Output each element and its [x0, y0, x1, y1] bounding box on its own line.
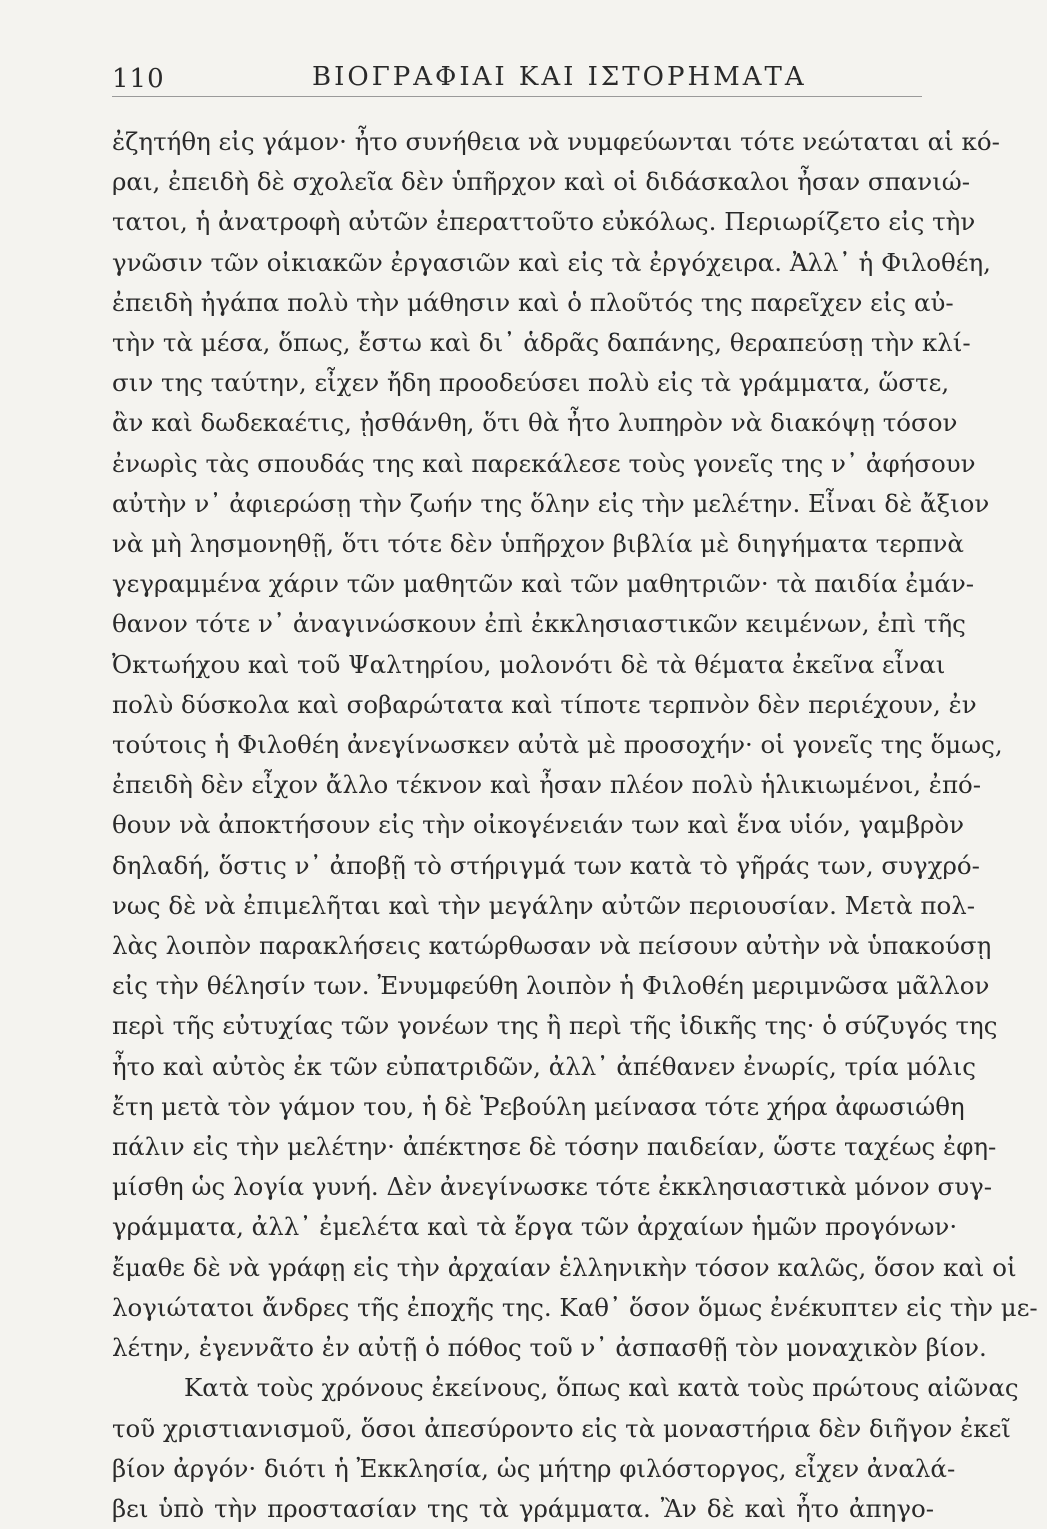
text-line: ἔτη μετὰ τὸν γάμον του, ἡ δὲ Ῥεβούλη μείνασα τότε χήρα ἀφωσιώθη — [112, 1091, 965, 1121]
text-line: περὶ τῆς εὐτυχίας τῶν γονέων της ἢ περὶ τῆς ἰδικῆς της· ὁ σύζυγός της — [112, 1011, 998, 1041]
text-line: ἐνωρὶς τὰς σπουδάς της καὶ παρεκάλεσε τοὺς γονεῖς της ν᾽ ἀφήσουν — [112, 448, 976, 478]
text-line: πολὺ δύσκολα καὶ σοβαρώτατα καὶ τίποτε τερπνὸν δὲν περιέχουν, ἐν — [112, 689, 977, 719]
text-line: νως δὲ νὰ ἐπιμελῆται καὶ τὴν μεγάλην αὐτῶν περιουσίαν. Μετὰ πολ- — [112, 890, 976, 920]
text-line: αὐτὴν ν᾽ ἀφιερώσῃ τὴν ζωήν της ὅλην εἰς τὴν μελέτην. Εἶναι δὲ ἄξιον — [112, 488, 990, 518]
header-rule — [112, 96, 922, 97]
text-line: ἐζητήθη εἰς γάμον· ἦτο συνήθεια νὰ νυμφεύωνται τότε νεώταται αἱ κό- — [112, 127, 1000, 156]
text-line: γεγραμμένα χάριν τῶν μαθητῶν καὶ τῶν μαθητριῶν· τὰ παιδία ἐμάν- — [112, 569, 975, 599]
text-line: Κατὰ τοὺς χρόνους ἐκείνους, ὅπως καὶ κατὰ τοὺς πρώτους αἰῶνας — [184, 1373, 1019, 1403]
text-line: βει ὑπὸ τὴν προστασίαν της τὰ γράμματα. Ἂν δὲ καὶ ἦτο ἀπηγο- — [112, 1493, 934, 1523]
text-line: νὰ μὴ λησμονηθῇ, ὅτι τότε δὲν ὑπῆρχον βιβλία μὲ διηγήματα τερπνὰ — [112, 529, 964, 559]
text-line: εἰς τὴν θέλησίν των. Ἐνυμφεύθη λοιπὸν ἡ Φιλοθέη μεριμνῶσα μᾶλλον — [112, 971, 990, 1001]
text-line: τούτοις ἡ Φιλοθέη ἀνεγίνωσκεν αὐτὰ μὲ προσοχήν· οἱ γονεῖς της ὅμως, — [112, 730, 1003, 760]
page-header — [112, 58, 922, 98]
text-line: τατοι, ἡ ἀνατροφὴ αὐτῶν ἐπεραττοῦτο εὐκόλως. Περιωρίζετο εἰς τὴν — [112, 207, 976, 237]
text-line: ραι, ἐπειδὴ δὲ σχολεῖα δὲν ὑπῆρχον καὶ οἱ διδάσκαλοι ἦσαν σπανιώ- — [112, 167, 971, 197]
text-line: δηλαδή, ὅστις ν᾽ ἀποβῇ τὸ στήριγμά των κατὰ τὸ γῆράς των, συγχρό- — [112, 850, 980, 880]
text-line: ἂν καὶ δωδεκαέτις, ᾐσθάνθη, ὅτι θὰ ἦτο λυπηρὸν νὰ διακόψῃ τόσον — [112, 408, 958, 438]
text-line: τοῦ χριστιανισμοῦ, ὅσοι ἀπεσύροντο εἰς τὰ μοναστήρια δὲν διῆγον ἐκεῖ — [112, 1413, 1011, 1443]
text-line: ἔμαθε δὲ νὰ γράφῃ εἰς τὴν ἀρχαίαν ἑλληνικὴν τόσον καλῶς, ὅσον καὶ οἱ — [112, 1252, 1017, 1282]
text-line: βίον ἀργόν· διότι ἡ Ἐκκλησία, ὡς μήτηρ φιλόστοργος, εἶχεν ἀναλά- — [112, 1453, 956, 1483]
text-line: σιν της ταύτην, εἶχεν ἤδη προοδεύσει πολὺ εἰς τὰ γράμματα, ὥστε, — [112, 368, 950, 398]
text-line: λέτην, ἐγεννᾶτο ἐν αὐτῇ ὁ πόθος τοῦ ν᾽ ἀσπασθῇ τὸν μοναχικὸν βίον. — [112, 1333, 987, 1363]
text-line: μίσθη ὡς λογία γυνή. Δὲν ἀνεγίνωσκε τότε ἐκκλησιαστικὰ μόνον συγ- — [112, 1172, 993, 1202]
body-text — [112, 122, 1038, 1529]
text-line: θανον τότε ν᾽ ἀναγινώσκουν ἐπὶ ἐκκλησιαστικῶν κειμένων, ἐπὶ τῆς — [112, 609, 966, 639]
text-line: λὰς λοιπὸν παρακλήσεις κατώρθωσαν νὰ πείσουν αὐτὴν νὰ ὑπακούσῃ — [112, 931, 992, 961]
text-line: λογιώτατοι ἄνδρες τῆς ἐποχῆς της. Καθ᾽ ὅσον ὅμως ἐνέκυπτεν εἰς τὴν με- — [112, 1292, 1038, 1322]
running-title: ΒΙΟΓΡΑΦΙΑΙ ΚΑΙ ΙΣΤΟΡΗΜΑΤΑ — [312, 62, 807, 92]
text-line: ἐπειδὴ δὲν εἶχον ἄλλο τέκνον καὶ ἦσαν πλέον πολὺ ἡλικιωμένοι, ἐπό- — [112, 770, 982, 800]
text-line: τὴν τὰ μέσα, ὅπως, ἔστω καὶ δι᾽ ἁδρᾶς δαπάνης, θεραπεύσῃ τὴν κλί- — [112, 328, 971, 358]
text-line: ἦτο καὶ αὐτὸς ἐκ τῶν εὐπατριδῶν, ἀλλ᾽ ἀπέθανεν ἐνωρίς, τρία μόλις — [112, 1051, 977, 1081]
text-line: πάλιν εἰς τὴν μελέτην· ἀπέκτησε δὲ τόσην παιδείαν, ὥστε ταχέως ἐφη- — [112, 1132, 997, 1162]
text-line: θουν νὰ ἀποκτήσουν εἰς τὴν οἰκογένειάν των καὶ ἕνα υἱόν, γαμβρὸν — [112, 810, 965, 840]
text-line: Ὀκτωήχου καὶ τοῦ Ψαλτηρίου, μολονότι δὲ τὰ θέματα ἐκεῖνα εἶναι — [112, 649, 946, 679]
page-number: 110 — [112, 64, 165, 94]
text-line: γράμματα, ἀλλ᾽ ἐμελέτα καὶ τὰ ἔργα τῶν ἀρχαίων ἡμῶν προγόνων· — [112, 1212, 958, 1242]
text-line: ἐπειδὴ ἠγάπα πολὺ τὴν μάθησιν καὶ ὁ πλοῦτός της παρεῖχεν εἰς αὐ- — [112, 287, 954, 317]
text-line: γνῶσιν τῶν οἰκιακῶν ἐργασιῶν καὶ εἰς τὰ ἐργόχειρα. Ἀλλ᾽ ἡ Φιλοθέη, — [112, 247, 991, 277]
